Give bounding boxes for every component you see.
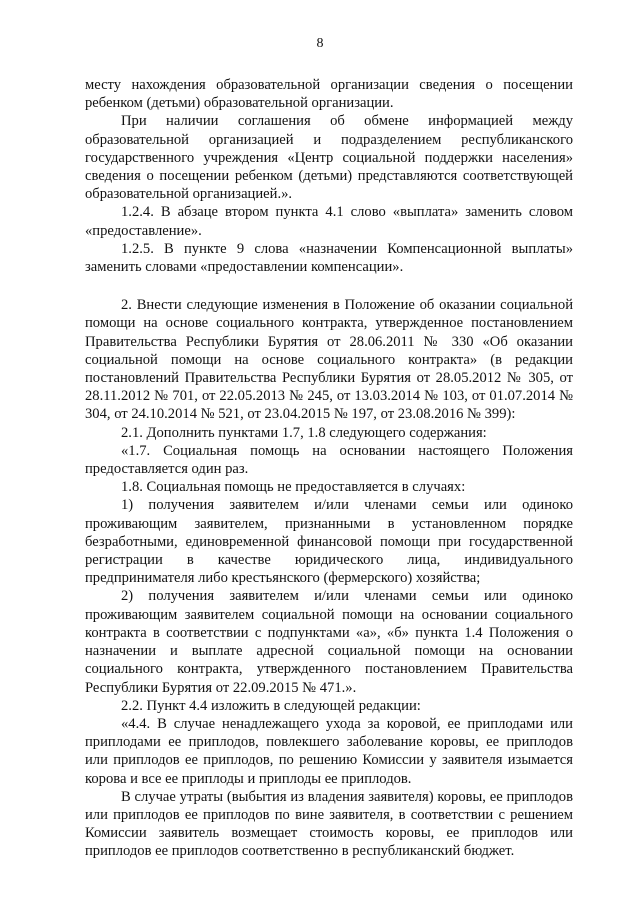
paragraph: месту нахождения образовательной организации сведения о посещении ребенком (детьми) образовательной организации. xyxy=(85,77,573,112)
paragraph-gap xyxy=(85,276,573,296)
paragraph: «1.7. Социальная помощь на основании настоящего Положения предоставляется один раз. xyxy=(85,442,573,478)
paragraph: «4.4. В случае ненадлежащего ухода за коровой, ее приплодами или приплодами ее приплодов, повлекшего заболевание коровы, ее приплодов или приплодов ее приплодов, по решению Комиссии у заявителя изымается корова и все ее приплоды и приплоды ее приплодов. xyxy=(85,715,573,787)
paragraph: 1.2.4. В абзаце втором пункта 4.1 слово «выплата» заменить словом «предоставление». xyxy=(85,204,573,239)
paragraph: 2.2. Пункт 4.4 изложить в следующей редакции: xyxy=(121,697,421,714)
page-number: 8 xyxy=(316,36,324,51)
paragraph: 1.2.5. В пункте 9 слова «назначении Компенсационной выплаты» заменить словами «предоставлении компенсации». xyxy=(85,240,573,276)
paragraph: 1.8. Социальная помощь не предоставляется в случаях: xyxy=(121,479,466,496)
paragraph: 2. Внести следующие изменения в Положение об оказании социальной помощи на основе социального контракта, утвержденное постановлением Правительства Республики Бурятия от 28.06.2011 № 330 «Об оказании социальной помощи на основе социального контракта» (в редакции постановлений Правительства Республики Бурятия от 28.05.2012 № 305, от 28.11.2012 № 701, от 22.05.2013 № 245, от 13.03.2014 № 103, от 01.07.2014 № 304, от 24.10.2014 № 521, от 23.04.2015 № 197, от 23.08.2016 № 399): xyxy=(85,297,573,423)
document-body xyxy=(85,76,573,861)
paragraph: 2) получения заявителем и/или членами семьи или одиноко проживающим заявителем социальной помощи на основании социального контракта в соответствии с подпунктами «а», «б» пункта 1.4 Положения о назначении и выплате адресной социальной помощи на основании социального контракта, утвержденного постановлением Правительства Республики Бурятия от 22.09.2015 № 471.». xyxy=(85,588,573,696)
paragraph: В случае утраты (выбытия из владения заявителя) коровы, ее приплодов или приплодов ее приплодов по вине заявителя, в соответствии с решением Комиссии заявитель возмещает стоимость коровы, ее приплодов или приплодов ее приплодов соответственно в республиканский бюджет. xyxy=(85,788,573,860)
paragraph: 1) получения заявителем и/или членами семьи или одиноко проживающим заявителем, признанными в установленном порядке безработными, единовременной финансовой помощи при государственной регистрации в качестве юридического лица, индивидуального предпринимателя либо крестьянского (фермерского) хозяйства; xyxy=(85,497,573,587)
paragraph: При наличии соглашения об обмене информацией между образовательной организацией и подразделением республиканского государственного учреждения «Центр социальной поддержки населения» сведения о посещении ребенком (детьми) представляются соответствующей образовательной организацией.». xyxy=(85,113,573,203)
paragraph: 2.1. Дополнить пунктами 1.7, 1.8 следующего содержания: xyxy=(121,424,487,441)
